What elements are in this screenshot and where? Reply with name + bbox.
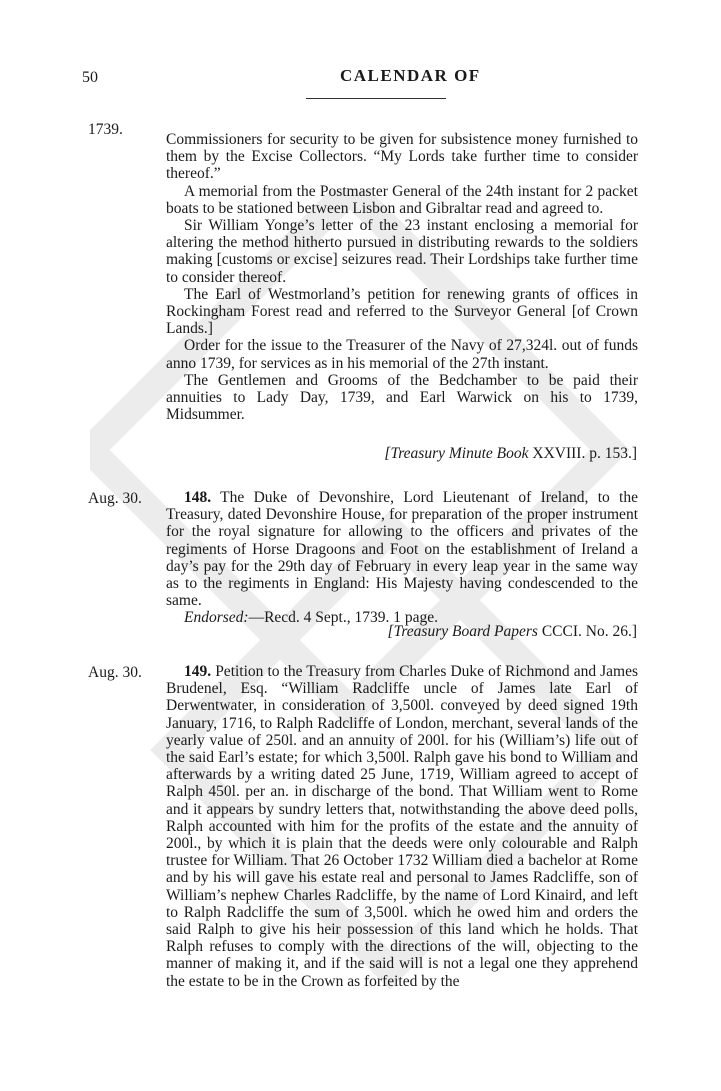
paragraph: Commissioners for security to be given for subsistence money furnished to them by the Excise Collectors. “My Lords take further time to consider thereof.” — [166, 131, 638, 183]
running-title: CALENDAR OF — [340, 66, 481, 85]
entry-text: The Duke of Devonshire, Lord Lieutenant of Ireland, to the Treasury, dated Devonshire House, for preparation of the proper instrument for the royal signature for allowing to the officers and privates of the regiments of Horse Dragoons and Foot on the establishment of Ireland a day’s pay for the 29th day of February in every leap year in the same way as to the regiments in England: His Majesty having condescended to the same. — [166, 489, 638, 610]
margin-date: Aug. 30. — [88, 664, 142, 681]
margin-year: 1739. — [88, 121, 123, 138]
entry-149 — [166, 663, 638, 990]
endorsed-text: —Recd. 4 Sept., 1739. 1 page. — [248, 609, 438, 627]
margin-date: Aug. 30. — [88, 490, 142, 507]
paragraph: The Earl of Westmorland’s petition for renewing grants of offices in Rockingham Forest read and referred to the Surveyor General [of Crown Lands.] — [166, 285, 638, 338]
continued-entry — [166, 131, 638, 423]
paragraph: Sir William Yonge’s letter of the 23 instant enclosing a memorial for altering the method hitherto pursued in distributing rewards to the soldiers making [customs or excise] seizures read. Their Lordships take further time to consider thereof. — [166, 217, 638, 286]
citation-reference: XXVIII. p. 153.] — [532, 445, 637, 462]
entry-number: 149. — [184, 663, 212, 680]
citation — [384, 445, 637, 462]
header-rule — [306, 98, 446, 99]
citation-source: [Treasury Board Papers — [387, 623, 542, 640]
citation — [388, 623, 637, 640]
entry-148 — [166, 489, 638, 627]
paragraph: Order for the issue to the Treasurer of the Navy of 27,324l. out of funds anno 1739, for services as in his memorial of the 27th instant. — [166, 337, 638, 372]
citation-source: [Treasury Minute Book — [384, 445, 533, 462]
paragraph: A memorial from the Postmaster General of the 24th instant for 2 packet boats to be stationed between Lisbon and Gibraltar read and agreed to. — [166, 182, 638, 217]
entry-text: Petition to the Treasury from Charles Duke of Richmond and James Brudenel, Esq. “William Radcliffe uncle of James late Earl of Derwentwater, in consideration of 3,500l. conveyed by deed signed 19th January, 1716, to Ralph Radcliffe of London, merchant, several lands of the yearly value of 250l. and an annuity of 200l. for his (William’s) life out of the said Earl’s estate; for which 3,500l. Ralph gave his bond to William and afterwards by a writing dated 25 June, 1719, William agreed to accept of Ralph 450l. per an. in discharge of the bond. That William went to Rome and it appears by sundry letters that, notwithstanding the above deed polls, Ralph accounted with him for the profits of the estate and the annuity of 200l., by which it is plain that the deeds were only colourable and Ralph trustee for William. That 26 October 1732 William died a bachelor at Rome and by his will gave his estate real and personal to James Radcliffe, son of William’s nephew Charles Radcliffe, by the name of Lord Kinaird, and left to Ralph Radcliffe the sum of 3,500l. which he owed him and orders the said Ralph to give his heir possession of this land which he holds. That Ralph refuses to comply with the directions of the will, objecting to the manner of making it, and if the said will is not a legal one they apprehend the estate to be in the Crown as forfeited by the — [166, 663, 639, 990]
citation-reference: CCCI. No. 26.] — [541, 623, 637, 640]
endorsed-label: Endorsed: — [184, 609, 249, 627]
paragraph: The Gentlemen and Grooms of the Bedchamber to be paid their annuities to Lady Day, 1739, and Earl Warwick on his to 1739, Midsummer. — [166, 371, 638, 424]
page-number: 50 — [82, 69, 98, 86]
entry-number: 148. — [184, 489, 212, 506]
